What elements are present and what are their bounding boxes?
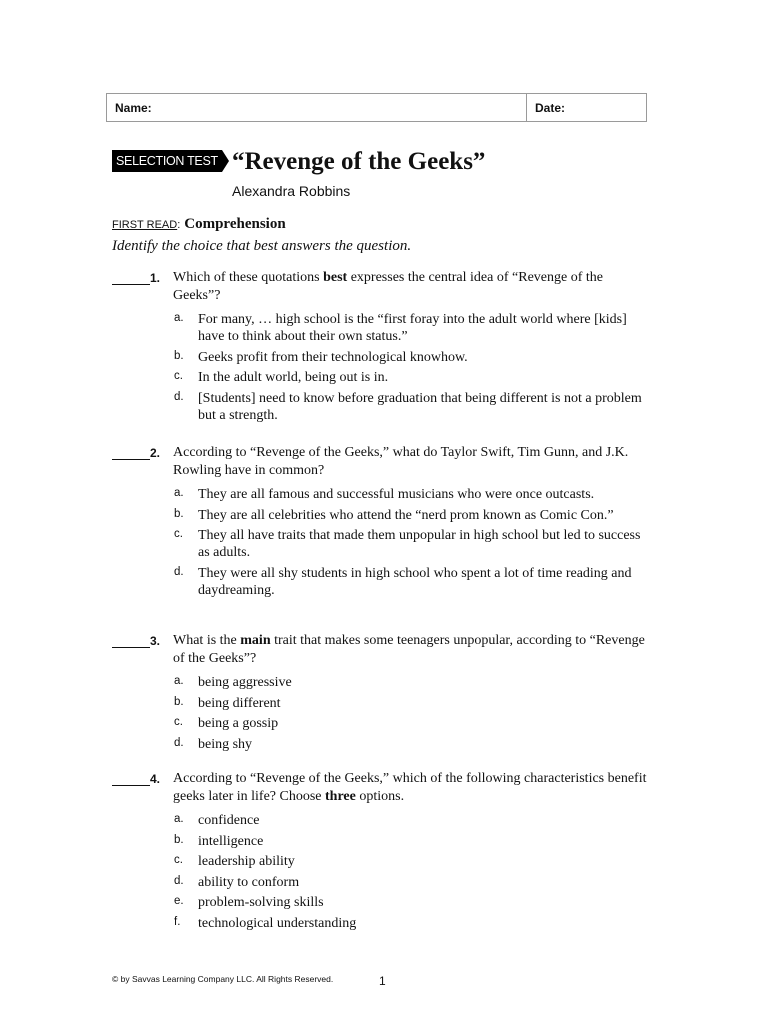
author: Alexandra Robbins — [232, 183, 351, 199]
option-list — [173, 486, 652, 599]
question-stem: Which of these quotations best expresses the central idea of “Revenge of the Geeks”? — [173, 270, 603, 303]
option-d[interactable] — [173, 874, 652, 891]
option-letter: b. — [174, 507, 184, 520]
option-text: They are all celebrities who attend the “nerd prom known as Comic Con.” — [198, 507, 614, 523]
question-3 — [112, 632, 652, 756]
option-letter: d. — [174, 736, 184, 749]
name-label: Name: — [115, 100, 152, 115]
page-title: “Revenge of the Geeks” — [232, 148, 486, 175]
option-b[interactable] — [173, 349, 652, 366]
date-label: Date: — [535, 100, 566, 115]
option-text: In the adult world, being out is in. — [198, 370, 389, 385]
option-letter: a. — [174, 487, 184, 499]
option-text: [Students] need to know before graduation that being different is not a problem but a strength. — [198, 390, 642, 423]
option-c[interactable] — [173, 369, 652, 386]
option-letter: e. — [174, 895, 184, 907]
option-text: being aggressive — [198, 675, 292, 690]
option-b[interactable] — [173, 507, 652, 524]
option-b[interactable] — [173, 833, 652, 850]
option-letter: b. — [174, 349, 184, 362]
option-text: For many, … high school is the “first foray into the adult world where [kids] have to think about their own status.” — [198, 312, 627, 344]
option-text: being a gossip — [198, 716, 279, 731]
option-letter: d. — [174, 874, 184, 887]
option-d[interactable] — [173, 736, 652, 753]
option-c[interactable] — [173, 853, 652, 870]
option-letter: d. — [174, 565, 184, 578]
option-text: being different — [198, 695, 281, 711]
option-text: They are all famous and successful musicians who were once outcasts. — [198, 487, 595, 502]
option-letter: c. — [174, 716, 183, 728]
name-date-box — [106, 93, 647, 122]
option-letter: c. — [174, 854, 183, 866]
question-2 — [112, 444, 652, 602]
answer-blank[interactable] — [112, 459, 150, 460]
section-topic: Comprehension — [184, 216, 286, 232]
selection-test-badge — [112, 150, 229, 172]
option-letter: a. — [174, 675, 184, 687]
name-field[interactable] — [107, 94, 527, 121]
option-text: problem-solving skills — [198, 895, 324, 910]
option-letter: a. — [174, 813, 184, 825]
instructions: Identify the choice that best answers the question. — [112, 238, 412, 254]
question-4 — [112, 770, 652, 935]
option-letter: b. — [174, 695, 184, 708]
question-number: 2. — [150, 446, 161, 460]
option-text: leadership ability — [198, 854, 295, 869]
option-d[interactable] — [173, 390, 652, 424]
option-letter: d. — [174, 390, 184, 403]
option-letter: c. — [174, 528, 183, 540]
answer-blank[interactable] — [112, 647, 150, 648]
option-text: being shy — [198, 736, 253, 752]
section-heading — [112, 215, 286, 234]
option-a[interactable] — [173, 311, 652, 345]
option-letter: a. — [174, 312, 184, 324]
option-c[interactable] — [173, 527, 652, 561]
option-letter: f. — [174, 915, 181, 928]
option-e[interactable] — [173, 894, 652, 911]
answer-blank[interactable] — [112, 785, 150, 786]
question-number: 3. — [150, 634, 161, 648]
option-text: Geeks profit from their technological knowhow. — [198, 349, 468, 365]
option-a[interactable] — [173, 486, 652, 503]
option-d[interactable] — [173, 565, 652, 599]
option-text: ability to conform — [198, 874, 300, 890]
option-text: confidence — [198, 813, 260, 828]
question-stem: What is the main trait that makes some teenagers unpopular, according to “Revenge of the Geeks”? — [173, 633, 645, 666]
question-stem: According to “Revenge of the Geeks,” what do Taylor Swift, Tim Gunn, and J.K. Rowling have in common? — [173, 445, 629, 478]
option-letter: c. — [174, 370, 183, 382]
option-text: technological understanding — [198, 915, 357, 931]
option-a[interactable] — [173, 674, 652, 691]
option-letter: b. — [174, 833, 184, 846]
page-number: 1 — [379, 974, 386, 988]
section-colon: : — [177, 219, 181, 231]
question-number: 1. — [150, 271, 161, 285]
option-list — [173, 812, 652, 932]
option-b[interactable] — [173, 695, 652, 712]
option-c[interactable] — [173, 715, 652, 732]
option-list — [173, 311, 652, 424]
option-text: They were all shy students in high school who spent a lot of time reading and daydreaming. — [198, 565, 632, 598]
question-1 — [112, 269, 652, 427]
option-text: intelligence — [198, 833, 264, 849]
copyright-notice: © by Savvas Learning Company LLC. All Rights Reserved. — [112, 974, 334, 984]
question-stem: According to “Revenge of the Geeks,” which of the following characteristics benefit geeks later in life? Choose three options. — [173, 771, 647, 804]
badge-label: SELECTION TEST — [112, 150, 222, 172]
option-f[interactable] — [173, 915, 652, 932]
section-label: FIRST READ — [112, 219, 178, 231]
badge-arrow-icon — [222, 150, 229, 172]
answer-blank[interactable] — [112, 284, 150, 285]
date-field[interactable] — [527, 94, 646, 121]
option-list — [173, 674, 652, 753]
question-number: 4. — [150, 772, 161, 786]
option-text: They all have traits that made them unpopular in high school but led to success as adults. — [198, 528, 641, 560]
option-a[interactable] — [173, 812, 652, 829]
